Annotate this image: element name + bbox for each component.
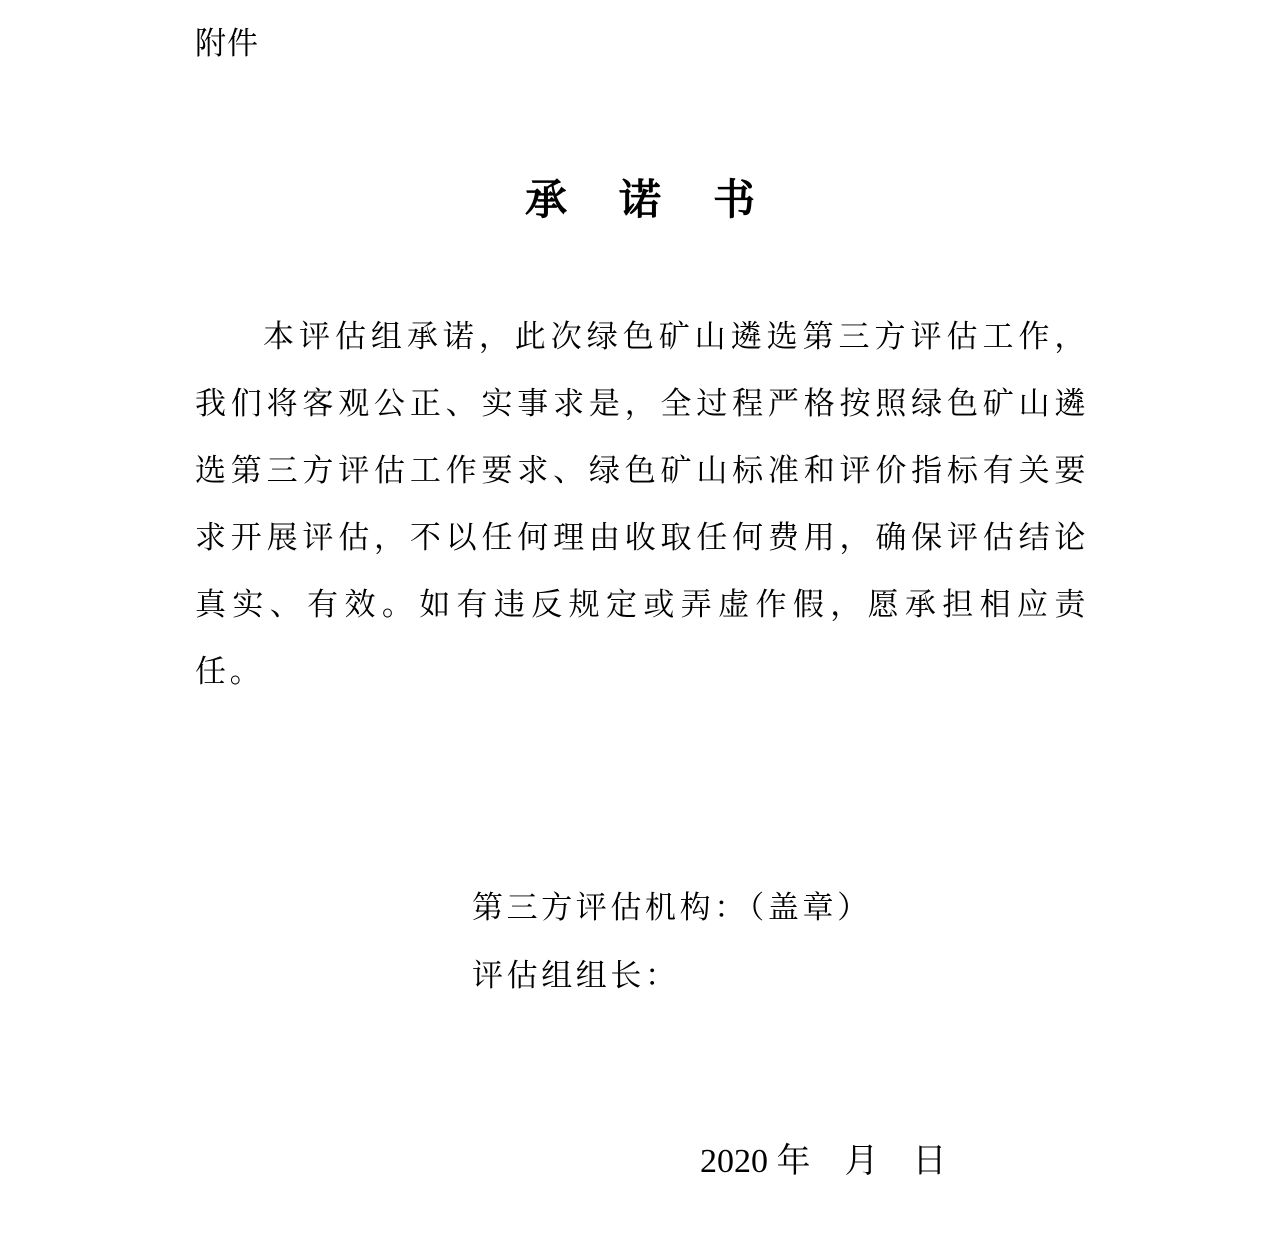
- attachment-label: 附件: [195, 26, 259, 62]
- pledge-body-text: 本评估组承诺，此次绿色矿山遴选第三方评估工作，我们将客观公正、实事求是，全过程严格按照绿色矿山遴选第三方评估工作要求、绿色矿山标准和评价指标有关要求开展评估，不以任何理由收取任何费用，确保评估结论真实、有效。如有违反规定或弄虚作假，愿承担相应责任。: [195, 319, 1089, 690]
- team-leader-label: 评估组组长：: [472, 958, 680, 994]
- document-title: 承诺书: [524, 175, 807, 224]
- evaluation-org-seal-label: 第三方评估机构：（盖章）: [472, 890, 872, 926]
- date-line: 2020 年 月 日: [700, 1143, 947, 1180]
